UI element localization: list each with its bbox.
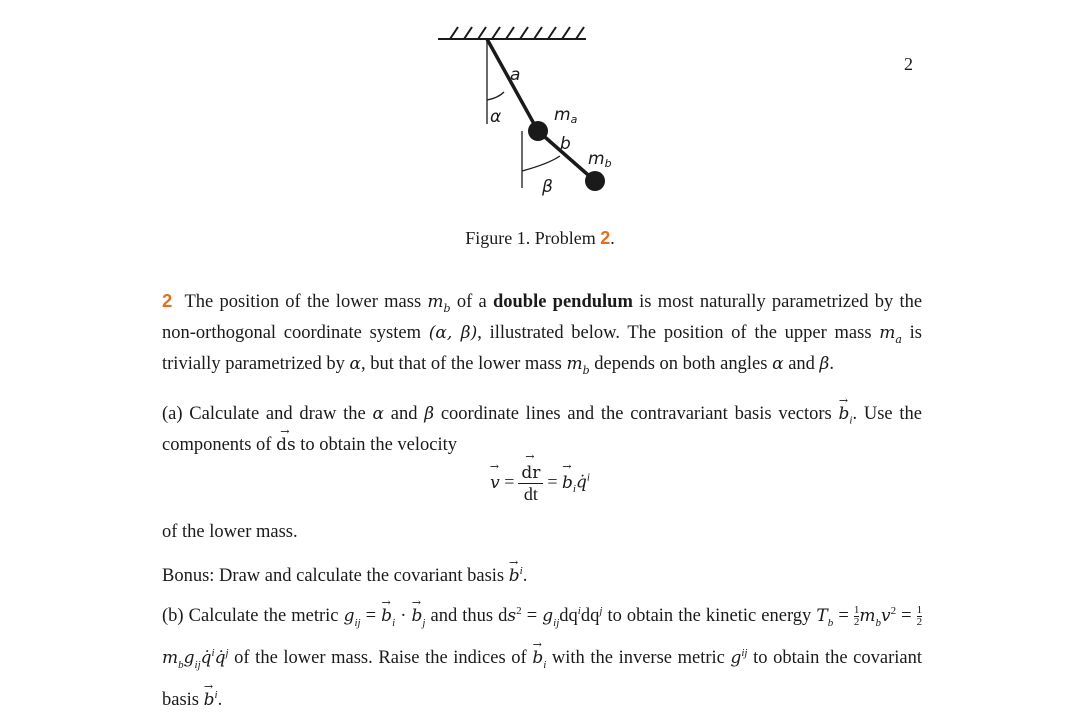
label-ma: m — [554, 105, 571, 125]
velocity-equation: → v = → $\frac{dr}{dt}$ = → $b_iq̇^i$ — [0, 462, 1080, 505]
label-alpha: α — [490, 107, 502, 127]
label-mb-sub: b — [604, 157, 612, 170]
problem-number: 2 — [162, 290, 173, 311]
label-beta: β — [542, 177, 553, 197]
label-a: a — [510, 65, 521, 85]
part-a-continuation: of the lower mass. — [162, 522, 298, 542]
svg-text:ma — [554, 105, 578, 126]
part-b: (b) Calculate the metric $g_{ij}$ = → $b_i$ · → $b_j$ and thus $ds^2 = g_{ij}dq^idq^j$ to obtain the kinetic energy $T_b$ = $\frac{1}{2}$ $m_bv^2$ = $\frac{1}{2}$ $m_bg_{ij}q̇^iq̇^j$ of the lower mass. Raise the indices of → $b_i$ with the inverse metric $g^{ij}$ to obtain the covariant basis → $b^i$. — [162, 596, 922, 715]
part-a: (a) Calculate and draw the α and β coordinate lines and the contravariant basis vectors → $b_i$. Use the components of → ds to obtain the velocity — [162, 402, 922, 458]
page-number: 2 — [904, 54, 913, 74]
double-pendulum-figure — [420, 18, 620, 208]
label-b: b — [560, 134, 571, 154]
figure-caption: Figure 1. Problem 2. — [465, 228, 615, 248]
bold-term: double pendulum — [492, 292, 633, 312]
problem-intro: 2 The position of the lower mass $m_b$ of a double pendulum is most naturally parametrized by the non-orthogonal coordinate system (α, β), illustrated below. The position of the upper mass $m_a$ is trivially parametrized by α, but that of the lower mass $m_b$ depends on both angles α and β. — [162, 290, 923, 378]
label-ma-sub: a — [570, 113, 578, 126]
label-mb: m — [588, 149, 605, 169]
ceiling — [438, 27, 586, 39]
alpha-arc — [487, 92, 504, 100]
svg-text:mb — [588, 149, 612, 170]
beta-arc — [522, 156, 560, 171]
bonus-a: Bonus: Draw and calculate the covariant basis → $b^i$. — [162, 559, 922, 589]
caption-problem-ref[interactable]: 2 — [600, 228, 611, 248]
mass-a — [528, 121, 548, 141]
mass-b — [585, 171, 605, 191]
